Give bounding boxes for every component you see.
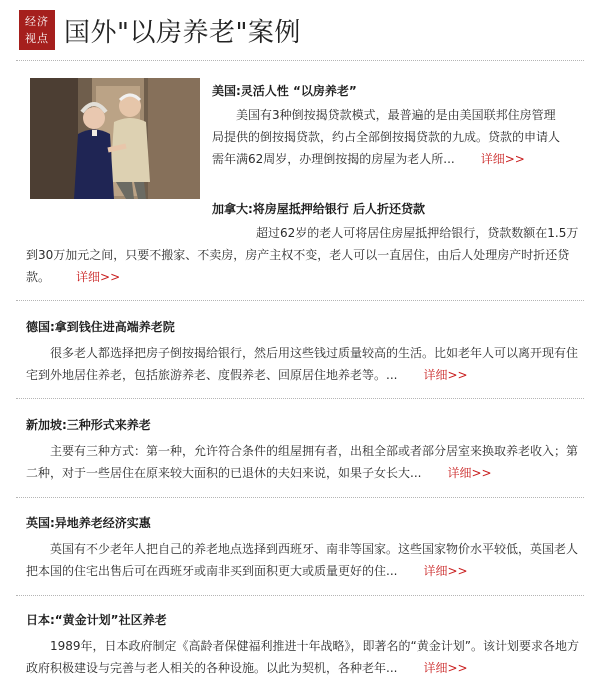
article-heading[interactable]: 新加坡:三种形式来养老 (26, 418, 151, 432)
divider (16, 300, 584, 301)
page-title: 国外"以房养老"案例 (64, 18, 301, 48)
more-link[interactable]: 详细>> (76, 270, 121, 284)
more-link[interactable]: 详细>> (447, 466, 492, 480)
article-text: 超过62岁的老人可将居住房屋抵押给银行，贷款数额在1.5万到30万加元之间，只要不搬家、不卖房，房产主权不变，老人可以一直居住，由后人处理房产时折还贷款。 (26, 226, 579, 284)
article-text: 主要有三种方式：第一种，允许符合条件的组屋拥有者，出租全部或者部分居室来换取养老收入；第二种，对于一些居住在原来较大面积的已退休的夫妇来说，如果子女长大... (26, 444, 579, 480)
more-link[interactable]: 详细>> (423, 564, 468, 578)
article-body (26, 635, 582, 679)
article-text: 美国有3种倒按揭贷款模式，最普遍的是由美国联邦住房管理局提供的倒按揭贷款，约占全部倒按揭贷款的九成。贷款的申请人需年满62周岁，办理倒按揭的房屋为老人所... (212, 108, 561, 166)
article-heading[interactable]: 加拿大:将房屋抵押给银行 后人折还贷款 (212, 202, 425, 216)
badge-line-1: 经济 (25, 15, 49, 28)
article-heading[interactable]: 英国:异地养老经济实惠 (26, 516, 151, 530)
badge-line-2: 视点 (25, 32, 49, 45)
divider (16, 398, 584, 399)
article-body (26, 222, 582, 288)
article-text: 1989年，日本政府制定《高龄者保健福利推进十年战略》，即著名的“黄金计划”。该计划要求各地方政府积极建设与完善与老人相关的各种设施。以此为契机，各种老年... (26, 639, 579, 675)
more-link[interactable]: 详细>> (423, 368, 468, 382)
article-heading[interactable]: 日本:“黄金计划”社区养老 (26, 613, 167, 627)
article-body (212, 104, 562, 170)
more-link[interactable]: 详细>> (423, 661, 468, 675)
elderly-couple-photo[interactable] (30, 78, 200, 199)
page-header (16, 4, 586, 54)
article-heading[interactable]: 德国:拿到钱住进高端养老院 (26, 320, 175, 334)
article-body (26, 342, 582, 386)
article-body (26, 440, 582, 484)
section-badge (19, 10, 55, 50)
more-link[interactable]: 详细>> (480, 152, 525, 166)
article-text: 英国有不少老年人把自己的养老地点选择到西班牙、南非等国家。这些国家物价水平较低，英国老人把本国的住宅出售后可在西班牙或南非买到面积更大或质量更好的住... (26, 542, 579, 578)
article-body (26, 538, 582, 582)
divider (16, 595, 584, 596)
article-heading[interactable]: 美国:灵活人性 “以房养老” (212, 84, 357, 98)
article-text: 很多老人都选择把房子倒按揭给银行，然后用这些钱过质量较高的生活。比如老年人可以离开现有住宅到外地居住养老，包括旅游养老、度假养老、回原居住地养老等。... (26, 346, 579, 382)
divider (16, 497, 584, 498)
header-divider (16, 60, 584, 61)
